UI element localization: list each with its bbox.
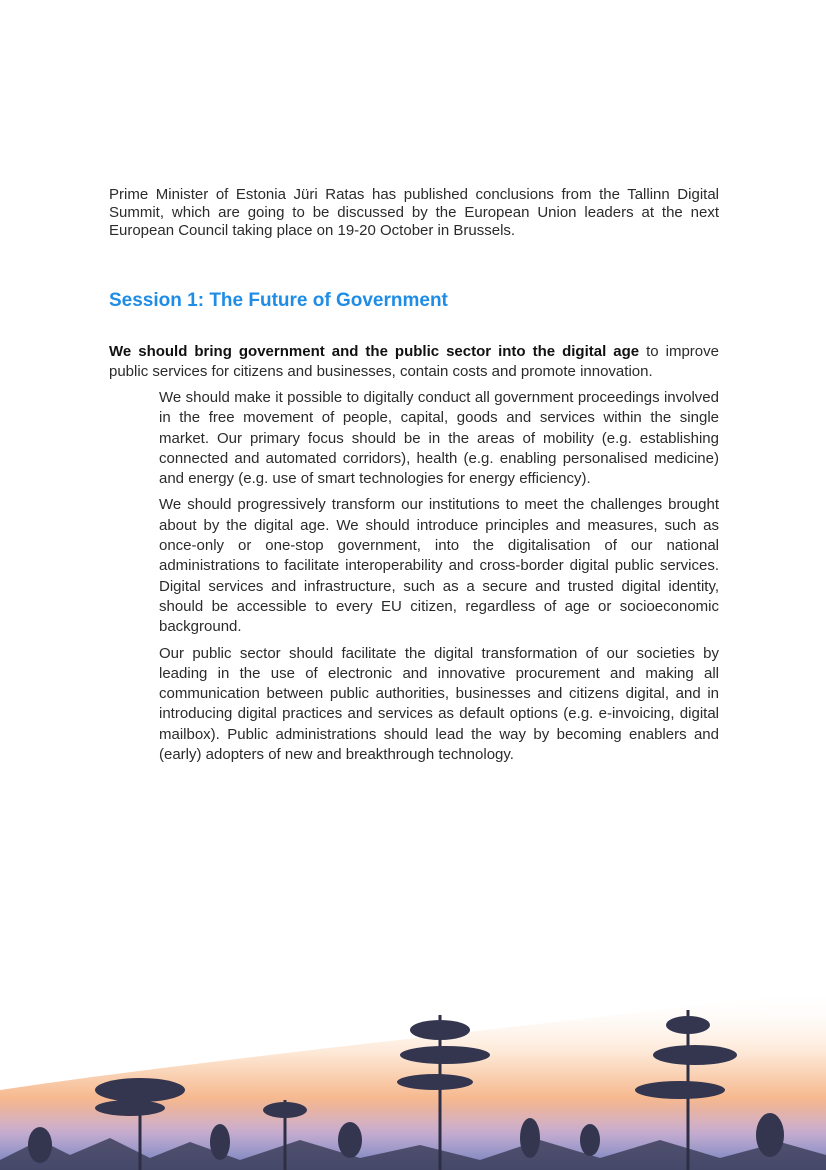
lead-rest-text: to improve public services for citizens and businesses, contain costs and promote innovation.	[109, 343, 719, 380]
session-point: Our public sector should facilitate the digital transformation of our societies by leading in the use of electronic and innovative procurement and making all communication between public authorities, businesses and citizens digital, and in introducing digital practices and services as default options (e.g. e-invoicing, digital mailbox). Public administrations should lead the way by becoming enablers and (early) adopters of new and breakthrough technology.	[159, 644, 719, 764]
footer-landscape-image	[0, 990, 826, 1170]
lead-paragraph	[109, 342, 719, 382]
session-point: We should make it possible to digitally conduct all government proceedings involved in the free movement of people, capital, goods and services within the single market. Our primary focus should be in the areas of mobility (e.g. establishing connected and automated corridors), health (e.g. enabling personalised medicine) and energy (e.g. use of smart technologies for energy efficiency).	[159, 389, 719, 488]
session-points	[159, 388, 719, 771]
intro-paragraph: Prime Minister of Estonia Jüri Ratas has published conclusions from the Tallinn Digital Summit, which are going to be discussed by the European Union leaders at the next European Council taking place on 19-20 October in Brussels.	[109, 186, 719, 239]
session-heading: Session 1: The Future of Government	[109, 290, 448, 311]
session-point: We should progressively transform our institutions to meet the challenges brought about by the digital age. We should introduce principles and measures, such as once-only or one-stop government, into the digitalisation of our national administrations to facilitate interoperability and cross-border digital public services. Digital services and infrastructure, such as a secure and trusted digital identity, should be accessible to every EU citizen, regardless of age or socioeconomic background.	[159, 496, 719, 636]
lead-bold-text: We should bring government and the public sector into the digital age	[109, 343, 640, 360]
